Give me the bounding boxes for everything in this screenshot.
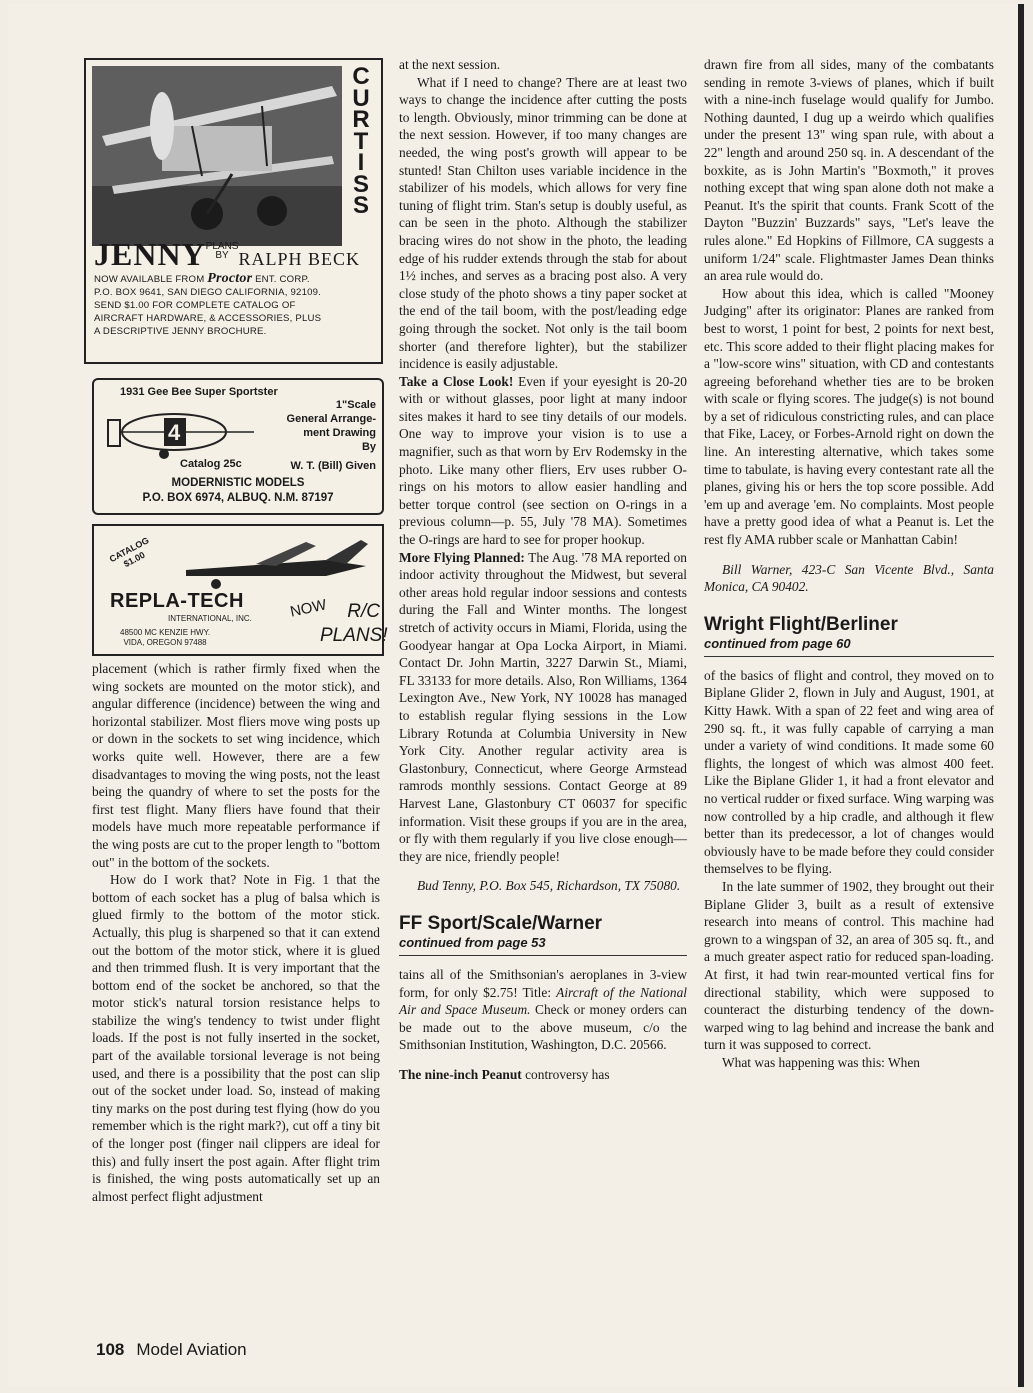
paragraph: How do I work that? Note in Fig. 1 that the bottom of each socket has a plug of balsa which is glued firmly to the bottom of the motor stick. Actually, this plug is sharpened so that it can extend out the bottom of the motor stick, where it is glued and then trimmed flush. It is very important that the bottom end of the socket be anchored, so that the motor stick's natural torsion resistance helps to stabilize the wing's tendency to twist under flight loads. If the post is not fully inserted in the socket, part of the available torsional leverage is not being used, and there is a possibility that the post can slip out of the socket under load. So, instead of making tiny marks on the post during test flying (how do you remember which is the right mark?), cut off a tiny bit of the longer post (finger nail clippers are ideal for this) and fully insert the post again. After flight trim is finished, the wing posts automatically set up an almost perfect flight adjustment xyxy=(92,872,380,1204)
gee-bee-description: 1"Scale General Arrange- ment Drawing By xyxy=(286,399,376,453)
paragraph: What if I need to change? There are at least two ways to change the incidence after cutting the posts to length. Obviously, minor trimming can be done at the next session. However, if too many changes are needed, the wing post's growth will appear to be stunted! Stan Chilton uses variable incidence in the stabilizer of his models, which allows for very fine tuning of flight trim. Stan's setup is doubly useful, as can be seen in the photo. Although the stabilizer bracing wires do not show in the photo, the leading edge of his rudder extends through the stab for about 1½ inches, and serves as a bracing post also. A very close study of the photo shows a tiny paper socket at the end of the tail boom, with the post/leading edge going through the socket. Not only is the tail boom shorter (and therefore lighter), but the stabilizer incidence is easily adjustable. xyxy=(399,74,687,372)
repla-sub: INTERNATIONAL, INC. xyxy=(168,614,252,623)
ad-curtiss-jenny xyxy=(84,58,383,364)
continued-from: continued from page 53 xyxy=(399,934,546,950)
jenny-title: JENNY xyxy=(94,236,206,272)
page-number: 108 xyxy=(96,1340,125,1359)
paragraph: The nine-inch Peanut controversy has xyxy=(399,1066,610,1082)
proctor-logo: Proctor xyxy=(207,271,253,286)
ad-gee-bee xyxy=(92,378,384,515)
paragraph: In the late summer of 1902, they brought out their Biplane Glider 3, built as a result of extensive research into means of control. This machine had grown to a wingspan of 32, an area of 305 sq. ft., and a much greater aspect ratio for reduced span-loading. At first, it had twin rear-mounted vertical fins for directional stability, which were supposed to counteract the disturbing tendency of the down-warped wing to lag behind and increase the bank and turn it was supposed to correct. xyxy=(704,878,994,1053)
gee-bee-author: W. T. (Bill) Given xyxy=(290,460,376,472)
jenny-title-line xyxy=(94,236,379,273)
repla-address: 48500 MC KENZIE HWY. VIDA, OREGON 97488 xyxy=(120,628,211,647)
paragraph: How about this idea, which is called "Mooney Judging" after its originator: Planes are ranked from best to worst, 1 point for best, 2 points for next best, etc. This score added to their flight placing makes for a "low-score wins" situation, with CD and contestants agreeing beforehand whether ties are to be broken with scale or flying scores. The judge(s) is not bound by a set of ridiculous constricting rules, and can place that Fike, Lacey, or Forbes-Arnold right on down the line. An interesting alternative, which takes some time to tabulate, is having every contestant rate all the planes, giving his or hers the top score possible. Add 'em up and average 'em. No complaints. Most people have a pretty good idea of what a Peanut is. Let the rest fly AMA rubber scale or Manhattan Cabin! xyxy=(704,285,994,548)
jenny-ad-copy: NOW AVAILABLE FROM Proctor ENT. CORP. P.O. BOX 9641, SAN DIEGO CALIFORNIA, 92109. SEND $1.00 FOR COMPLETE CATALOG OF AIRCRAFT HARDWARE, & ACCESSORIES, PLUS A DESCRIPTIVE JENNY BROCHURE. xyxy=(94,271,322,337)
subhead-close-look: Take a Close Look! xyxy=(399,373,514,389)
paragraph: tains all of the Smithsonian's aeroplanes in 3-view form, for only $2.75! Title: Aircraft of the National Air and Space Museum. Check or money orders can be made out to the above museum, c/o the Smithsonian Institution, Washington, D.C. 20566. xyxy=(399,966,687,1053)
repla-rc-plans: R/C PLANS! xyxy=(320,601,388,646)
section-heading xyxy=(399,913,687,956)
jenny-biplane-photo xyxy=(92,66,342,246)
author-signature: Bill Warner, 423-C San Vicente Blvd., Santa Monica, CA 90402. xyxy=(704,561,994,595)
magazine-name: Model Aviation xyxy=(136,1340,247,1359)
ad-repla-tech xyxy=(92,524,388,656)
paragraph: What was happening was this: When xyxy=(722,1054,920,1070)
paragraph: at the next session. xyxy=(399,57,501,72)
paragraph: Take a Close Look! Even if your eyesight is 20-20 with or without glasses, poor light at many indoor sites makes it hard to see tiny details of our models. One way to improve your vision is to use a magnifier, such as that worn by Erv Rodemsky in the photo. Like many other fliers, Erv uses rubber O-rings on his motors to allow easier handling and better torque control (see section on O-rings in a previous column—p. 55, July '78 MA). Sometimes the O-rings are hard to see for proper hookup. xyxy=(399,373,688,548)
gee-bee-catalog: Catalog 25c xyxy=(180,458,242,470)
gee-bee-plane-drawing xyxy=(104,402,260,460)
author-name: RALPH BECK xyxy=(238,249,360,269)
paragraph: More Flying Planned: The Aug. '78 MA reported on indoor activity throughout the Midwest, but several other areas hold regular indoor sessions and contests during the Fall and Winter months. The longest stretch of activity occurs in Miami, Florida, using the Goodyear hangar at Opa Locka Airport, in Miami. Contact Dr. John Martin, 3227 Darwin St., Miami, FL 33133 for more details. Also, Ron Williams, 1364 Lexington Ave., New York, NY 10028 has managed to establish regular flying sessions in the Low Library Rotunda at Columbia University in New York City. Another regular activity area is Glastonbury, Connecticut, where George Armstead ramrods monthly sessions. Contact George at 89 Harvest Lane, Glastonbury CT 06037 for specific information. Visit these groups if you are in the area, or fly with them regularly if you live close enough—they are nice, friendly people! xyxy=(399,549,687,864)
modernistic-models: MODERNISTIC MODELS P.O. BOX 6974, ALBUQ. N.M. 87197 xyxy=(142,477,334,504)
repla-plane-drawing xyxy=(176,532,376,592)
column-2 xyxy=(399,56,687,1083)
section-heading xyxy=(704,614,994,657)
page-footer xyxy=(96,1340,247,1360)
paragraph: placement (which is rather firmly fixed when the wing sockets are mounted on the motor stick), and angular difference (incidence) between the wing and horizontal stabilizer. Most fliers move wing posts up or down in the sockets to set wing incidence, which works quite well. However, there are a few disadvantages to moving the wing posts, not the least being the quandry of where to set the posts for the first test flight. Many fliers have found that their models have much more repeatable performance if the wing posts are cut to the proper length to "bottom out" in the bottom of the sockets. xyxy=(92,661,380,870)
continued-from: continued from page 60 xyxy=(704,635,851,651)
subhead-more-flying: More Flying Planned: xyxy=(399,549,525,565)
svg-text:4: 4 xyxy=(168,420,181,445)
plans-by-label: PLANS BY xyxy=(205,241,239,261)
paragraph: of the basics of flight and control, they moved on to Biplane Glider 2, flown in July and August, 1901, at Kitty Hawk. With a span of 22 feet and wing area of 290 sq. ft., it was fully capable of carrying a man under a variety of wind conditions. It made some 60 flights, the longest of which was almost 400 feet. Like the Biplane Glider 1, it had a front elevator and no vertical rudder or fixed surface. Wing warping was now controlled by a hip cradle, and although it flew better than its predecessor, a lot of changes would obviously have to be made before they could consider themselves to be flying. xyxy=(704,667,994,877)
column-3 xyxy=(704,56,994,1071)
section-title: Wright Flight/Berliner xyxy=(704,613,898,635)
repla-catalog: CATALOG $1.00 xyxy=(107,535,151,570)
curtiss-vertical-text: C U R T I S S xyxy=(352,63,370,219)
author-signature: Bud Tenny, P.O. Box 545, Richardson, TX 75080. xyxy=(417,878,681,894)
repla-tech-brand: REPLA-TECH xyxy=(110,590,244,612)
section-title: FF Sport/Scale/Warner xyxy=(399,912,603,934)
column-1 xyxy=(92,660,380,1205)
repla-now: NOW xyxy=(288,596,329,621)
paragraph: drawn fire from all sides, many of the combatants sending in remote 3-views of planes, which if built with a nine-inch fuselage would qualify for Jumbo. Nothing daunted, I dug up a weirdo which qualifies under the present 13" wing span rule, with about a 22" length and around 250 sq. in. A descendant of the boxkite, as is John Martin's "Boxmoth," it proves nothing except that wing span alone doth not make a Peanut. It's the spirit that counts. Frank Scott of the Dayton "Buzzin' Buzzards" says, "Let's leave the rules alone." Ed Hopkins of Fillmore, CA suggests a uniform 1/24" scale. Flightmaster James Dean thinks an area rule would do. xyxy=(704,57,994,284)
gee-bee-title: 1931 Gee Bee Super Sportster xyxy=(120,386,278,398)
